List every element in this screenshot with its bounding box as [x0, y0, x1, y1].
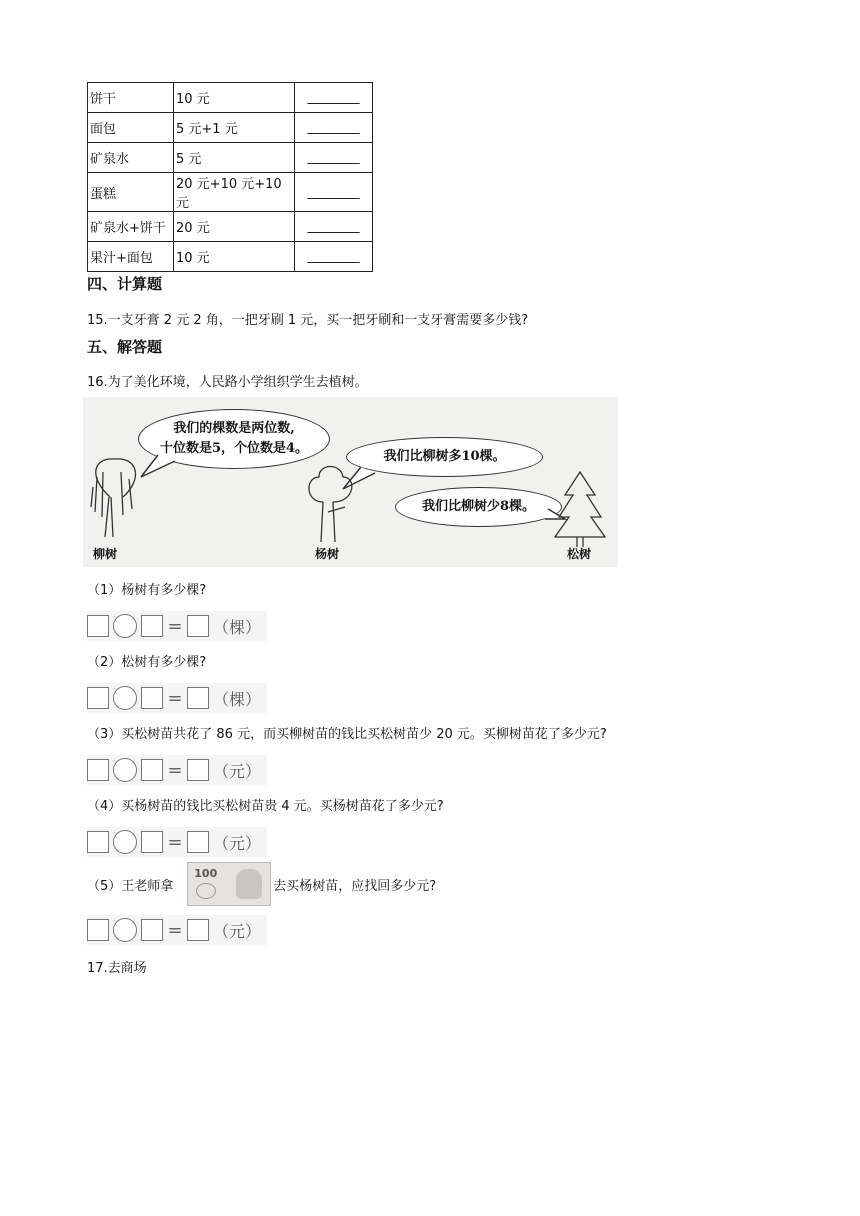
operator-circle[interactable]	[113, 830, 137, 854]
label-pine: 松树	[567, 547, 592, 561]
price-cell: 10 元	[174, 242, 295, 272]
answer-blank[interactable]: ________	[295, 83, 373, 113]
speech-bubble: 我们比柳树多10棵。	[346, 437, 543, 477]
price-cell: 5 元	[174, 143, 295, 173]
question-16: 16.为了美化环境，人民路小学组织学生去植树。	[87, 375, 368, 390]
answer-formula	[87, 915, 267, 945]
answer-box[interactable]	[87, 831, 109, 853]
table-row	[88, 83, 373, 113]
answer-box[interactable]	[87, 919, 109, 941]
operator-circle[interactable]	[113, 918, 137, 942]
speech-bubble: 我们比柳树少8棵。	[395, 487, 562, 527]
answer-box[interactable]	[187, 687, 209, 709]
section-heading: 四、计算题	[87, 275, 163, 293]
item-cell: 面包	[88, 113, 174, 143]
table-row	[88, 242, 373, 272]
bubble-text: 我们的棵数是两位数,	[173, 421, 295, 436]
poplar-tree-icon	[309, 467, 352, 543]
item-cell: 果汁+面包	[88, 242, 174, 272]
table-row	[88, 212, 373, 242]
answer-box[interactable]	[141, 687, 163, 709]
equals-sign: =	[167, 615, 183, 637]
answer-box[interactable]	[141, 615, 163, 637]
price-cell: 20 元	[174, 212, 295, 242]
willow-tree-icon	[91, 459, 135, 537]
section-heading: 五、解答题	[87, 338, 163, 356]
answer-box[interactable]	[87, 759, 109, 781]
sub-question-text: （5）王老师拿	[87, 878, 174, 894]
sub-question-4: （4）买杨树苗的钱比买松树苗贵 4 元。买杨树苗花了多少元?	[87, 799, 444, 814]
operator-circle[interactable]	[113, 686, 137, 710]
question-15: 15.一支牙膏 2 元 2 角，一把牙刷 1 元，买一把牙刷和一支牙膏需要多少钱?	[87, 313, 529, 328]
sub-question-5	[87, 862, 436, 906]
answer-box[interactable]	[187, 615, 209, 637]
sub-question-2: （2）松树有多少棵?	[87, 655, 207, 670]
equals-sign: =	[167, 919, 183, 941]
unit-label: （棵）	[213, 689, 262, 709]
answer-box[interactable]	[87, 615, 109, 637]
item-cell: 蛋糕	[88, 173, 174, 212]
price-cell: 10 元	[174, 83, 295, 113]
table-row	[88, 173, 373, 212]
label-willow: 柳树	[93, 547, 118, 561]
pine-tree-icon	[555, 472, 605, 547]
sub-question-text: 去买杨树苗，应找回多少元?	[273, 878, 437, 894]
answer-box[interactable]	[141, 919, 163, 941]
answer-formula	[87, 611, 267, 641]
item-cell: 饼干	[88, 83, 174, 113]
answer-box[interactable]	[187, 919, 209, 941]
bubble-tail	[141, 455, 175, 477]
answer-blank[interactable]: ________	[295, 242, 373, 272]
answer-formula	[87, 827, 267, 857]
equals-sign: =	[167, 687, 183, 709]
answer-blank[interactable]: ________	[295, 212, 373, 242]
bill-portrait	[236, 869, 262, 899]
answer-blank[interactable]: ________	[295, 173, 373, 212]
unit-label: （元）	[213, 833, 262, 853]
unit-label: （棵）	[213, 617, 262, 637]
answer-box[interactable]	[187, 831, 209, 853]
operator-circle[interactable]	[113, 614, 137, 638]
bubble-text: 十位数是5，个位数是4。	[159, 441, 309, 456]
unit-label: （元）	[213, 921, 262, 941]
item-cell: 矿泉水	[88, 143, 174, 173]
answer-box[interactable]	[87, 687, 109, 709]
answer-box[interactable]	[187, 759, 209, 781]
answer-formula	[87, 683, 267, 713]
sub-question-3: （3）买松树苗共花了 86 元，而买柳树苗的钱比买松树苗少 20 元。买柳树苗花了多少元?	[87, 727, 607, 742]
item-cell: 矿泉水+饼干	[88, 212, 174, 242]
price-cell: 5 元+1 元	[174, 113, 295, 143]
price-table	[87, 82, 373, 272]
answer-box[interactable]	[141, 759, 163, 781]
answer-box[interactable]	[141, 831, 163, 853]
bill-emblem	[196, 883, 216, 899]
bill-value: 100	[194, 867, 218, 880]
label-poplar: 杨树	[315, 547, 340, 561]
answer-blank[interactable]: ________	[295, 143, 373, 173]
trees-drawing	[83, 397, 618, 567]
unit-label: （元）	[213, 761, 262, 781]
banknote-100-icon	[187, 862, 271, 906]
question-17: 17.去商场	[87, 961, 147, 976]
answer-blank[interactable]: ________	[295, 113, 373, 143]
equals-sign: =	[167, 831, 183, 853]
table-row	[88, 143, 373, 173]
operator-circle[interactable]	[113, 758, 137, 782]
price-cell: 20 元+10 元+10 元	[174, 173, 295, 212]
answer-formula	[87, 755, 267, 785]
equals-sign: =	[167, 759, 183, 781]
table-row	[88, 113, 373, 143]
sub-question-1: （1）杨树有多少棵?	[87, 583, 207, 598]
tree-illustration	[83, 397, 618, 567]
